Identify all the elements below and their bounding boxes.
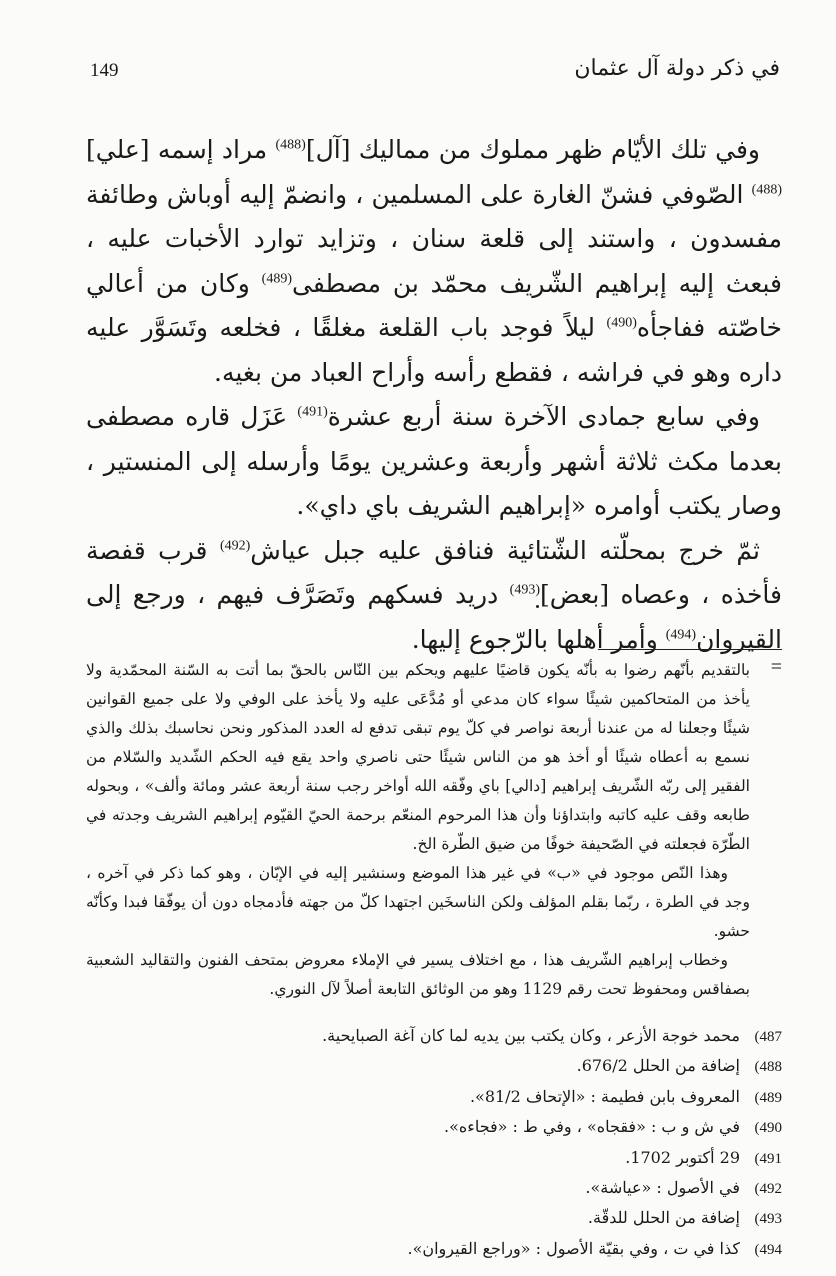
footnote-paragraph-1: بالتقديم بأنّهم رضوا به بأنّه يكون قاضيًا عليهم ويحكم بين النّاس بالحقّ بما أتت به السّنة المحمّدية ولا يأخذ من المتحاكمين شيئًا سواء كان مدعي أو مُدَّعَى عليه ولا يأخذ على الوفي ولا على جميع القوانين شيئًا وجعلنا له من عندنا أربعة نواصر في كلّ يوم تبقى تدفع له العدد المذكور ونحن نحاسبك بذلك والذي نسمع به أعطاه شيئًا أو أخذ هو من الناس شيئًا حتى ناصري واحد يقع فيه الحكم الشّديد والسّلام من الفقير إلى ربّه الشّريف إبراهيم [دالي] باي وفّقه الله أواخر رجب سنة أربعة عشر ومائة وألف» ، وبحوله طابعه وقف عليه كاتبه وابتداؤنا وأن هذا المرحوم المنعّم برحمة الحيّ القيّوم إبراهيم الشريف وجدته في الطّرّة فجعلته في الصّحيفة خوفًا من ضيق الطّرة الخ. <box>86 661 750 853</box>
text-run: وكان من أعالي خاصّته ففاجأه <box>86 268 782 342</box>
note-item <box>180 1208 782 1238</box>
page-header <box>90 56 780 90</box>
note-text: في ش و ب : «فقجاه» ، وفي ط : «فجاءه». <box>444 1117 740 1137</box>
footnote-ref-491: (491) <box>297 404 328 420</box>
footnote-ref-490: (490) <box>606 315 637 331</box>
note-item <box>180 1239 782 1269</box>
ink-dot <box>536 605 539 608</box>
note-number: 488) <box>754 1059 782 1076</box>
note-number: 489) <box>754 1089 782 1106</box>
text-run: عَزَل قاره مصطفى بعدما مكث ثلاثة أشهر وأربعة وعشرين يومًا وأرسله إلى المنستير ، وصار يكتب أوامره «إبراهيم الشريف باي داي». <box>86 402 782 520</box>
note-item <box>180 1056 782 1086</box>
note-item <box>180 1087 782 1117</box>
note-number: 492) <box>754 1180 782 1197</box>
running-head: في ذكر دولة آل عثمان <box>574 56 780 81</box>
numbered-notes <box>180 1026 782 1269</box>
note-text: إضافة من الحلل للدقّة. <box>587 1208 740 1228</box>
footnote-ref-488: (488) <box>275 137 306 153</box>
footnote-paragraph-3: وخطاب إبراهيم الشّريف هذا ، مع اختلاف يسير في الإملاء معروض بمتحف الفنون والتقاليد الشعبية بصفاقس ومحفوظ تحت رقم 1129 وهو من الوثائق التابعة أصلاً لآل النوري. <box>86 951 750 998</box>
text-run: دريد فسكهم وتَصَرَّف فيهم ، ورجع إلى القيروان <box>86 580 782 654</box>
footnote-continuation-mark: = <box>770 656 782 678</box>
footnote-ref-488b: (488) <box>751 182 782 198</box>
note-text: كذا في ت ، وفي بقيّة الأصول : «وراجع القيروان». <box>407 1238 740 1258</box>
text-run: الصّوفي فشنّ الغارة على المسلمين ، وانضمّ إليه أوباش وطائفة مفسدون ، واستند إلى قلعة سنان ، وتزايد توارد الأخبات عليه ، فبعث إليه إبراهيم الشّريف محمّد بن مصطفى <box>86 179 782 298</box>
text-run: قرب قفصة فأخذه ، وعصاه [بعض] <box>86 535 782 609</box>
note-item <box>180 1178 782 1208</box>
text-run: وفي تلك الأيّام ظهر مملوك من مماليك [آل] <box>305 135 760 164</box>
note-item <box>180 1148 782 1178</box>
paragraph-1 <box>86 128 782 395</box>
note-number: 490) <box>754 1120 782 1137</box>
footnote-ref-494: (494) <box>665 627 697 643</box>
text-run: ثمّ خرج بمحلّته الشّتائية فنافق عليه جبل عياش <box>250 535 760 565</box>
footnote-separator <box>598 649 782 650</box>
paragraph-2 <box>86 395 782 529</box>
footnote-ref-493: (493) <box>509 582 540 598</box>
note-text: 29 أكتوبر 1702. <box>625 1147 740 1167</box>
note-text: في الأصول : «عياشة». <box>585 1177 740 1197</box>
note-number: 487) <box>754 1029 782 1045</box>
text-run: ليلاً فوجد باب القلعة مغلقًا ، فخلعه وتَسَوَّر عليه داره وهو في فراشه ، فقطع رأسه وأراح العباد من بغيه. <box>86 313 782 387</box>
note-number: 493) <box>754 1211 782 1228</box>
note-number: 491) <box>754 1150 782 1167</box>
main-text <box>86 128 782 662</box>
footnote-paragraph-2: وهذا النّص موجود في «ب» في غير هذا الموضع وسنشير إليه في الإبّان ، وهو كما ذكر في آخره ، وجد في الطرة ، ربّما بقلم المؤلف ولكن الناسخَين اجتهدا كلّ من جهته فأدمجاه دون أن يوفّقا فبدا وكأنّه حشو. <box>86 864 750 940</box>
note-item <box>180 1117 782 1147</box>
page-number: 149 <box>90 60 119 81</box>
note-item <box>180 1026 782 1056</box>
paragraph-3 <box>86 529 782 663</box>
text-run: وفي سابع جمادى الآخرة سنة أربع عشرة <box>327 402 760 431</box>
note-number: 494) <box>754 1241 782 1258</box>
text-run: مراد إسمه [علي] <box>86 135 276 164</box>
note-text: المعروف بابن فطيمة : «الإتحاف 81/2». <box>469 1086 740 1106</box>
footnote-ref-489: (489) <box>261 271 293 287</box>
footnote-block <box>86 656 750 1004</box>
footnote-ref-492: (492) <box>219 538 251 554</box>
text-run: وأمر أهلها بالرّجوع إليها. <box>411 624 666 654</box>
note-text: إضافة من الحلل 676/2. <box>576 1056 740 1076</box>
note-text: محمد خوجة الأزعر ، وكان يكتب بين يديه لما كان آغة الصبايحية. <box>322 1026 740 1045</box>
